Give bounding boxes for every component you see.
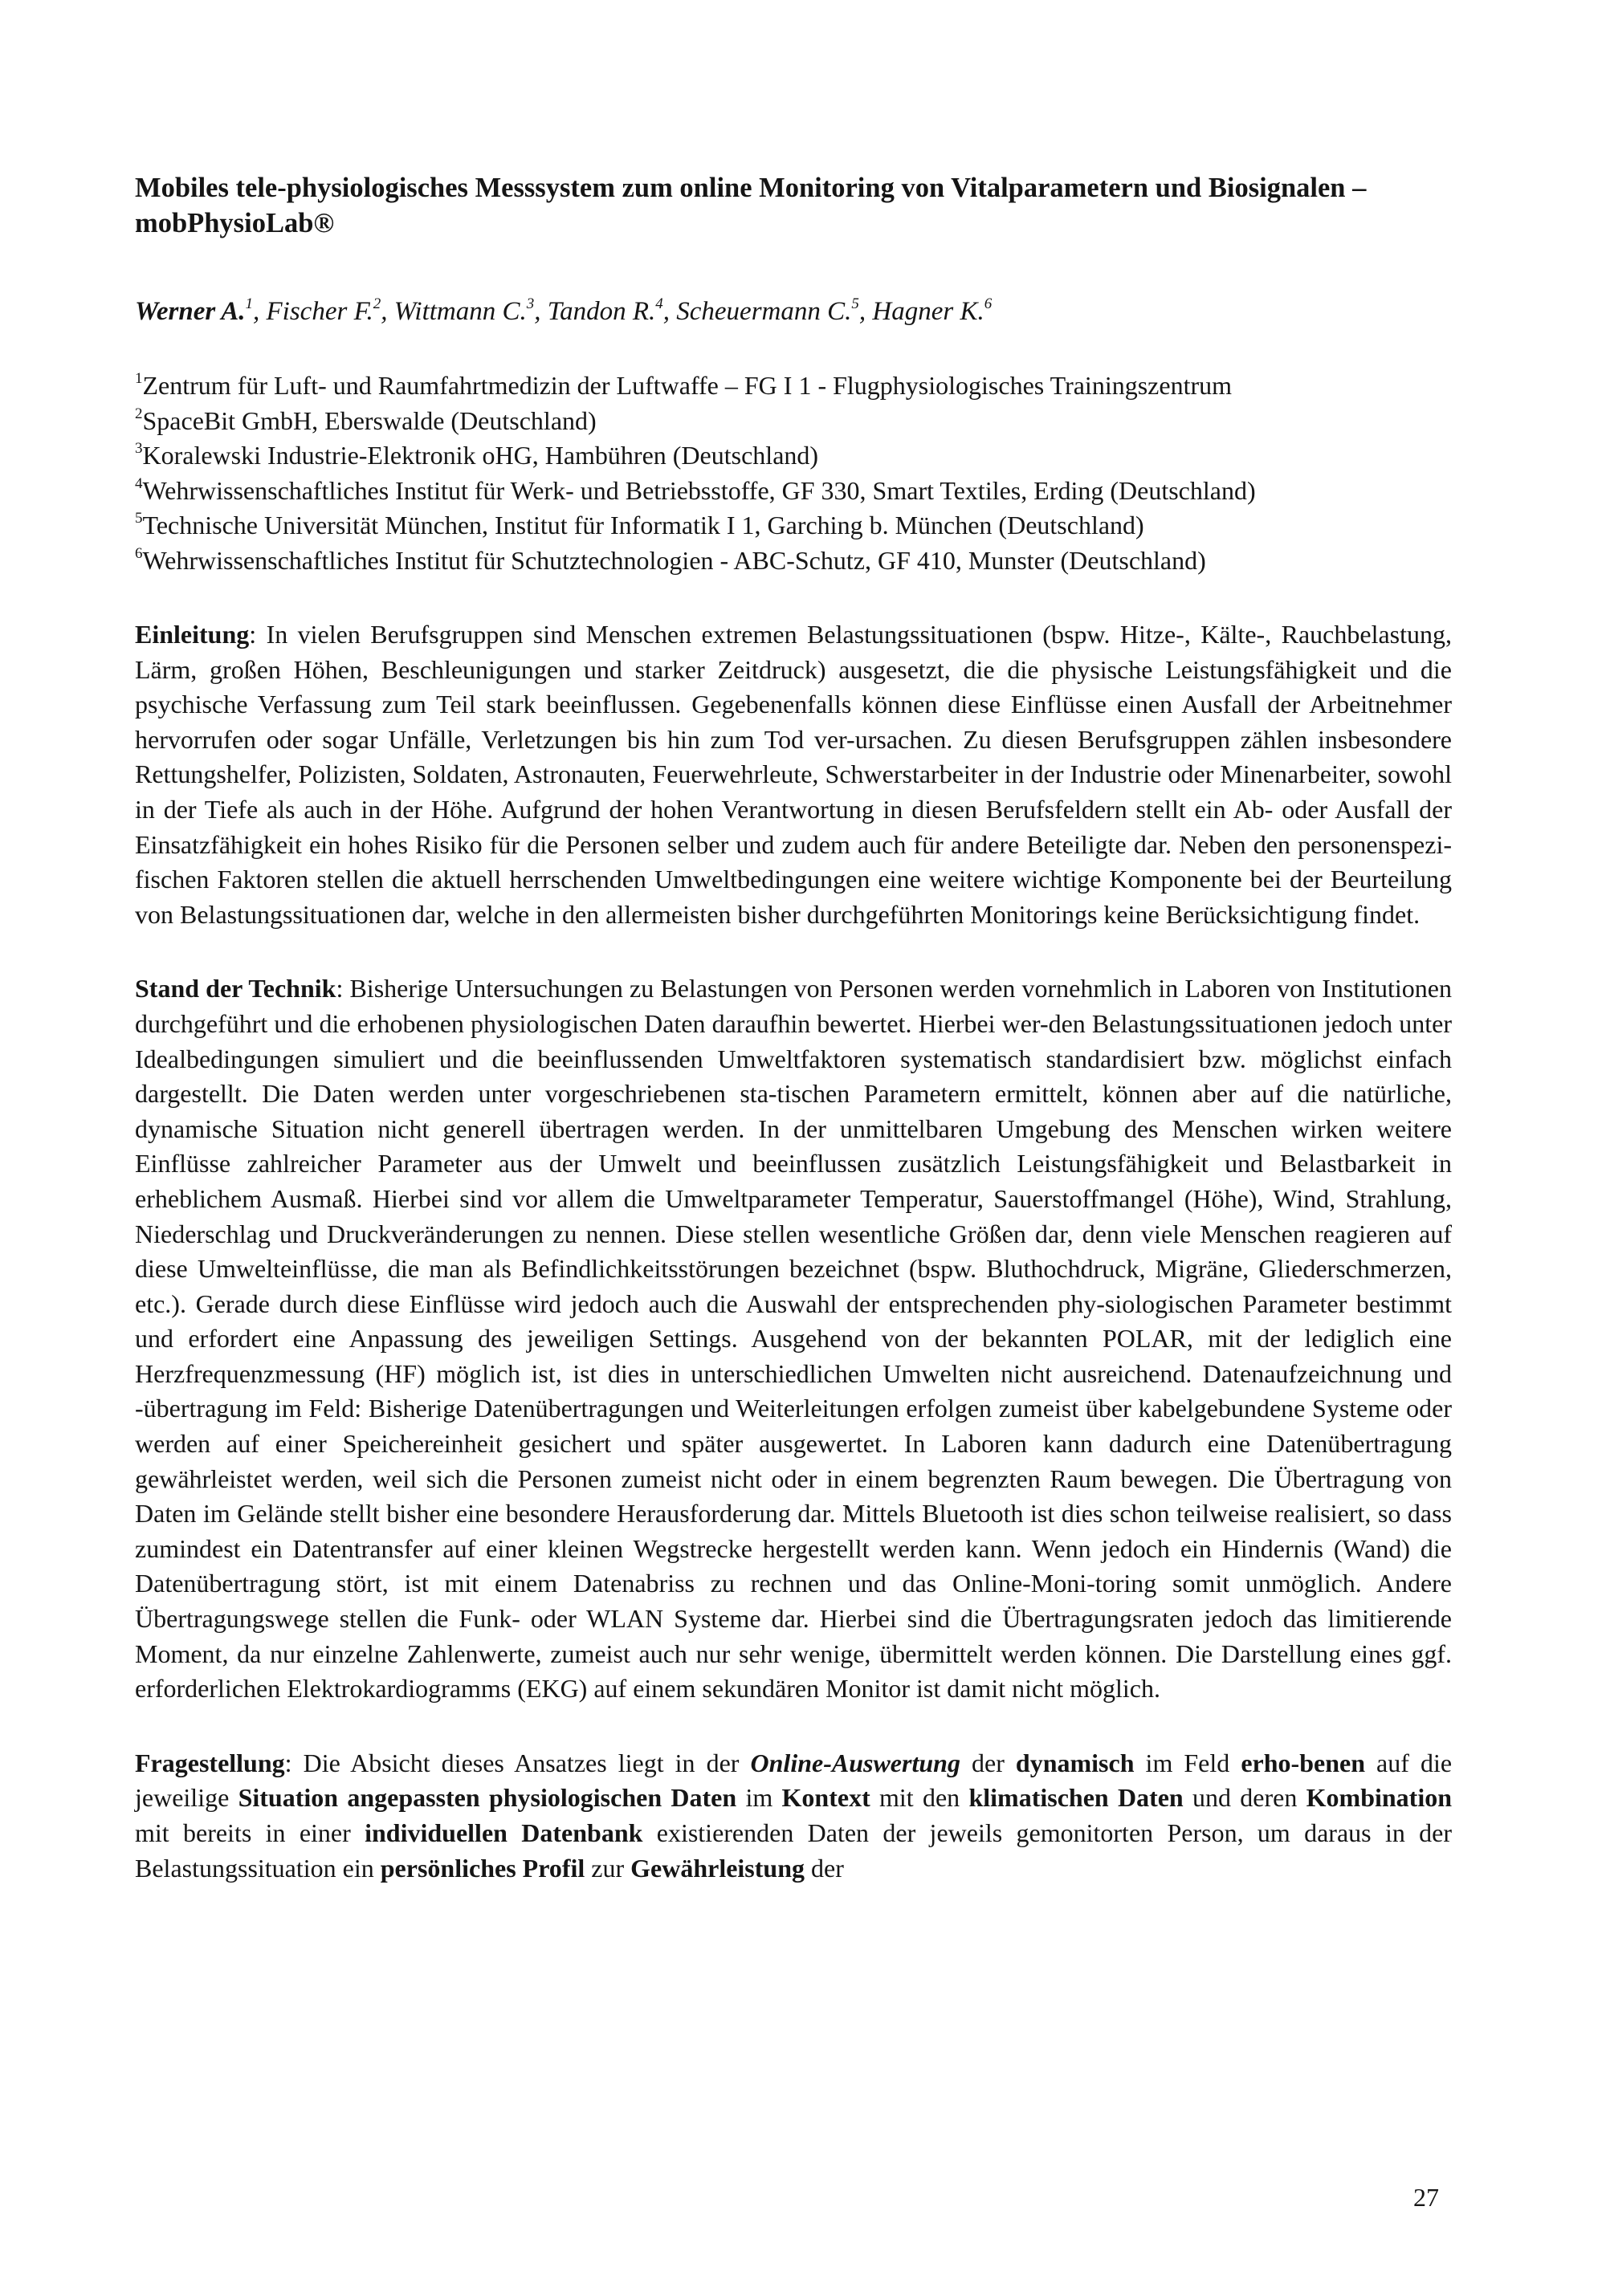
affiliation-item [135, 404, 1452, 439]
body-text: auf die jeweilige [135, 1748, 1453, 1813]
affiliation-item [135, 474, 1452, 509]
affiliation-text: Wehrwissenschaftliches Institut für Schutztechnologien - ABC-Schutz, GF 410, Munster (Deutschland) [142, 545, 1206, 575]
author-name: Tandon R. [547, 297, 656, 326]
body-text: im [736, 1783, 782, 1813]
body-text: Die Absicht dieses Ansatzes liegt in der [303, 1748, 751, 1777]
affiliation-item [135, 368, 1452, 404]
section-fragestellung: Fragestellung: Die Absicht dieses Ansatzes liegt in der Online-Auswertung der dynamisch im Feld erho-benen auf die jeweilige Situation angepassten physiologischen Daten im Kontext mit den klimatischen Daten und deren Kombination mit bereits in einer individuellen Datenbank existierenden Daten der jeweils gemonitorten Person, um daraus in der Belastungssituation ein persönliches Profil zur Gewährleistung der [135, 1748, 1453, 1883]
author-name: Hagner K. [872, 297, 984, 326]
affiliation-sup: 3 [135, 440, 143, 458]
author-name: Scheuermann C. [676, 297, 852, 326]
emphasis-text: klimatischen Daten [968, 1783, 1184, 1813]
affiliation-item [135, 508, 1452, 543]
section-heading: Stand der Technik [135, 974, 336, 1003]
affiliation-text: Koralewski Industrie-Elektronik oHG, Hambühren (Deutschland) [142, 441, 819, 470]
emphasis-text: Online-Auswertung [750, 1748, 960, 1777]
section-heading: Fragestellung [135, 1748, 285, 1777]
section-einleitung: Einleitung: In vielen Berufsgruppen sind Menschen extremen Belastungssituationen (bspw. Hitze-, Kälte-, Rauchbelastung, Lärm, großen Höhen, Beschleunigungen und starker Zeitdruck) ausgesetzt, die die physische Leistungsfähigkeit und die psychische Verfassung zum Teil stark beeinflussen. Gegebenenfalls können diese Einflüsse einen Ausfall der Arbeitnehmer hervorrufen oder sogar Unfälle, Verletzungen bis hin zum Tod ver-ursachen. Zu diesen Berufsgruppen zählen insbesondere Rettungshelfer, Polizisten, Soldaten, Astronauten, Feuerwehrleute, Schwerstarbeiter in der Industrie oder Minenarbeiter, sowohl in der Tiefe als auch in der Höhe. Aufgrund der hohen Verantwortung in diesen Berufsfeldern stellt ein Ab- oder Ausfall der Einsatzfähigkeit ein hohes Risiko für die Personen selber und zudem auch für andere Beteiligte dar. Neben den personenspezi-fischen Faktoren stellen die aktuell herrschenden Umweltbedingungen eine weitere wichtige Komponente bei der Beurteilung von Belastungssituationen dar, welche in den allermeisten bisher durchgeführten Monitorings keine Berücksichtigung findet. [135, 620, 1453, 929]
affiliation-item [135, 543, 1452, 579]
section-stand-der-technik: Stand der Technik: Bisherige Untersuchungen zu Belastungen von Personen werden vornehmlich in Laboren von Institutionen durchgeführt und die erhobenen physiologischen Daten daraufhin bewertet. Hierbei wer-den Belastungssituationen jedoch unter Idealbedingungen simuliert und die beeinflussenden Umweltfaktoren systematisch standardisiert bzw. möglichst einfach dargestellt. Die Daten werden unter vorgeschriebenen sta-tischen Parametern ermittelt, können aber auf die natürliche, dynamische Situation nicht generell übertragen werden. In der unmittelbaren Umgebung des Menschen wirken weitere Einflüsse zahlreicher Parameter aus der Umwelt und beeinflussen zusätzlich Leistungsfähigkeit und Belastbarkeit in erheblichem Ausmaß. Hierbei sind vor allem die Umweltparameter Temperatur, Sauerstoffmangel (Höhe), Wind, Strahlung, Niederschlag und Druckveränderungen zu nennen. Diese stellen wesentliche Größen dar, denn viele Menschen reagieren auf diese Umwelteinflüsse, die man als Befindlichkeitsstörungen bezeichnet (bspw. Bluthochdruck, Migräne, Gliederschmerzen, etc.). Gerade durch diese Einflüsse wird jedoch auch die Auswahl der entsprechenden phy-siologischen Parameter bestimmt und erfordert eine Anpassung des jeweiligen Settings. Ausgehend von der bekannten POLAR, mit der lediglich eine Herzfrequenzmessung (HF) möglich ist, ist dies in unterschiedlichen Umwelten nicht ausreichend. Datenaufzeichnung und -übertragung im Feld: Bisherige Datenübertragungen und Weiterleitungen erfolgen zumeist über kabelgebundene Systeme oder werden auf einer Speichereinheit gesichert und später ausgewertet. In Laboren kann dadurch eine Datenübertragung gewährleistet werden, weil sich die Personen zumeist nicht oder in einem begrenzten Raum bewegen. Die Übertragung von Daten im Gelände stellt bisher eine besondere Herausforderung dar. Mittels Bluetooth ist dies schon teilweise realisiert, so dass zumindest ein Datentransfer auf einer kleinen Wegstrecke hergestellt werden kann. Wenn jedoch ein Hindernis (Wand) die Datenübertragung stört, ist mit einem Datenabriss zu rechnen und das Online-Moni-toring somit unmöglich. Andere Übertragungswege stellen die Funk- oder WLAN Systeme dar. Hierbei sind die Übertragungsraten jedoch das limitierende Moment, da nur einzelne Zahlenwerte, zumeist auch nur sehr wenige, übermittelt werden können. Die Darstellung eines ggf. erforderlichen Elektrokardiogramms (EKG) auf einem sekundären Monitor ist damit nicht möglich. [135, 974, 1453, 1704]
section-body: Bisherige Untersuchungen zu Belastungen von Personen werden vornehmlich in Laboren von Institutionen durchgeführt und die erhobenen physiologischen Daten daraufhin bewertet. Hierbei wer-den Belastungssituationen jedoch unter Idealbedingungen simuliert und die beeinflussenden Umweltfaktoren systematisch standardisiert bzw. möglichst einfach dargestellt. Die Daten werden unter vorgeschriebenen sta-tischen Parametern ermittelt, können aber auf die natürliche, dynamische Situation nicht generell übertragen werden. In der unmittelbaren Umgebung des Menschen wirken weitere Einflüsse zahlreicher Parameter aus der Umwelt und beeinflussen zusätzlich Leistungsfähigkeit und Belastbarkeit in erheblichem Ausmaß. Hierbei sind vor allem die Umweltparameter Temperatur, Sauerstoffmangel (Höhe), Wind, Strahlung, Niederschlag und Druckveränderungen zu nennen. Diese stellen wesentliche Größen dar, denn viele Menschen reagieren auf diese Umwelteinflüsse, die man als Befindlichkeitsstörungen bezeichnet (bspw. Bluthochdruck, Migräne, Gliederschmerzen, etc.). Gerade durch diese Einflüsse wird jedoch auch die Auswahl der entsprechenden phy-siologischen Parameter bestimmt und erfordert eine Anpassung des jeweiligen Settings. Ausgehend von der bekannten POLAR, mit der lediglich eine Herzfrequenzmessung (HF) möglich ist, ist dies in unterschiedlichen Umwelten nicht ausreichend. Datenaufzeichnung und -übertragung im Feld: Bisherige Datenübertragungen und Weiterleitungen erfolgen zumeist über kabelgebundene Systeme oder werden auf einer Speichereinheit gesichert und später ausgewertet. In Laboren kann dadurch eine Datenübertragung gewährleistet werden, weil sich die Personen zumeist nicht oder in einem begrenzten Raum bewegen. Die Übertragung von Daten im Gelände stellt bisher eine besondere Herausforderung dar. Mittels Bluetooth ist dies schon teilweise realisiert, so dass zumindest ein Datentransfer auf einer kleinen Wegstrecke hergestellt werden kann. Wenn jedoch ein Hindernis (Wand) die Datenübertragung stört, ist mit einem Datenabriss zu rechnen und das Online-Moni-toring somit unmöglich. Andere Übertragungswege stellen die Funk- oder WLAN Systeme dar. Hierbei sind die Übertragungsraten jedoch das limitierende Moment, da nur einzelne Zahlenwerte, zumeist auch nur sehr wenige, übermittelt werden können. Die Darstellung eines ggf. erforderlichen Elektrokardiogramms (EKG) auf einem sekundären Monitor ist damit nicht möglich. [135, 974, 1453, 1704]
affiliation-text: Wehrwissenschaftliches Institut für Werk- und Betriebsstoffe, GF 330, Smart Textiles, Erding (Deutschland) [142, 475, 1256, 505]
emphasis-text: Kombination [1306, 1783, 1453, 1813]
affiliation-sup: 6 [135, 544, 143, 562]
author-name: Wittmann C. [393, 297, 527, 326]
emphasis-text: persönliches Profil [380, 1853, 585, 1883]
body-text: im Feld [1134, 1748, 1241, 1777]
affiliation-item [135, 438, 1452, 474]
section-body: In vielen Berufsgruppen sind Menschen extremen Belastungssituationen (bspw. Hitze-, Kälte-, Rauchbelastung, Lärm, großen Höhen, Beschleunigungen und starker Zeitdruck) ausgesetzt, die die physische Leistungsfähigkeit und die psychische Verfassung zum Teil stark beeinflussen. Gegebenenfalls können diese Einflüsse einen Ausfall der Arbeitnehmer hervorrufen oder sogar Unfälle, Verletzungen bis hin zum Tod ver-ursachen. Zu diesen Berufsgruppen zählen insbesondere Rettungshelfer, Polizisten, Soldaten, Astronauten, Feuerwehrleute, Schwerstarbeiter in der Industrie oder Minenarbeiter, sowohl in der Tiefe als auch in der Höhe. Aufgrund der hohen Verantwortung in diesen Berufsfeldern stellt ein Ab- oder Ausfall der Einsatzfähigkeit ein hohes Risiko für die Personen selber und zudem auch für andere Beteiligte dar. Neben den personenspezi-fischen Faktoren stellen die aktuell herrschenden Umweltbedingungen eine weitere wichtige Komponente bei der Beurteilung von Belastungssituationen dar, welche in den allermeisten bisher durchgeführten Monitorings keine Berücksichtigung findet. [135, 620, 1453, 929]
affiliation-text: SpaceBit GmbH, Eberswalde (Deutschland) [142, 405, 597, 435]
author-affil-sup: 6 [984, 295, 993, 312]
page-number: 27 [1413, 2183, 1439, 2212]
affiliation-list [135, 368, 1452, 578]
emphasis-text: individuellen Datenbank [365, 1818, 643, 1847]
emphasis-text: Situation angepassten physiologischen Daten [238, 1783, 737, 1813]
affiliation-text: Technische Universität München, Institut für Informatik I 1, Garching b. München (Deutschland) [142, 511, 1144, 539]
affiliation-sup: 1 [135, 370, 143, 388]
affiliation-sup: 2 [135, 405, 143, 422]
author-affil-sup: 4 [655, 295, 663, 312]
section-heading: Einleitung [135, 620, 250, 649]
body-text: zur [585, 1853, 631, 1883]
author-affil-sup: 1 [245, 295, 254, 312]
emphasis-text: Gewährleistung [630, 1853, 805, 1883]
author-name: Werner A. [135, 297, 246, 326]
emphasis-text: erho-benen [1241, 1748, 1365, 1777]
author-name: Fischer F. [266, 297, 373, 326]
author-affil-sup: 2 [373, 295, 381, 312]
affiliation-text: Zentrum für Luft- und Raumfahrtmedizin der Luftwaffe – FG I 1 - Flugphysiologisches Trainingszentrum [142, 371, 1232, 400]
emphasis-text: Kontext [781, 1783, 870, 1813]
paper-title: Mobiles tele-physiologisches Messsystem zum online Monitoring von Vitalparametern und Biosignalen – mobPhysioLab® [135, 173, 1367, 238]
body-text: mit bereits in einer [135, 1818, 365, 1847]
author-affil-sup: 3 [526, 295, 535, 312]
paper-page [135, 170, 1452, 1886]
body-text: und deren [1183, 1783, 1306, 1813]
body-text: der [805, 1853, 844, 1883]
author-affil-sup: 5 [851, 295, 859, 312]
body-text: existierenden Daten der jeweils gemonitorten Person, um daraus in der Belastungssituation ein [135, 1818, 1453, 1883]
author-list: Werner A.$^1$, Fischer F.$^2$, Wittmann C.$^3$, Tandon R.$^4$, Scheuermann C.$^5$, Hagner K.$^6$ [135, 295, 993, 326]
body-text: der [960, 1748, 1016, 1777]
body-text: mit den [870, 1783, 969, 1813]
affiliation-sup: 5 [135, 510, 143, 527]
emphasis-text: dynamisch [1015, 1748, 1135, 1777]
affiliation-sup: 4 [135, 474, 143, 492]
